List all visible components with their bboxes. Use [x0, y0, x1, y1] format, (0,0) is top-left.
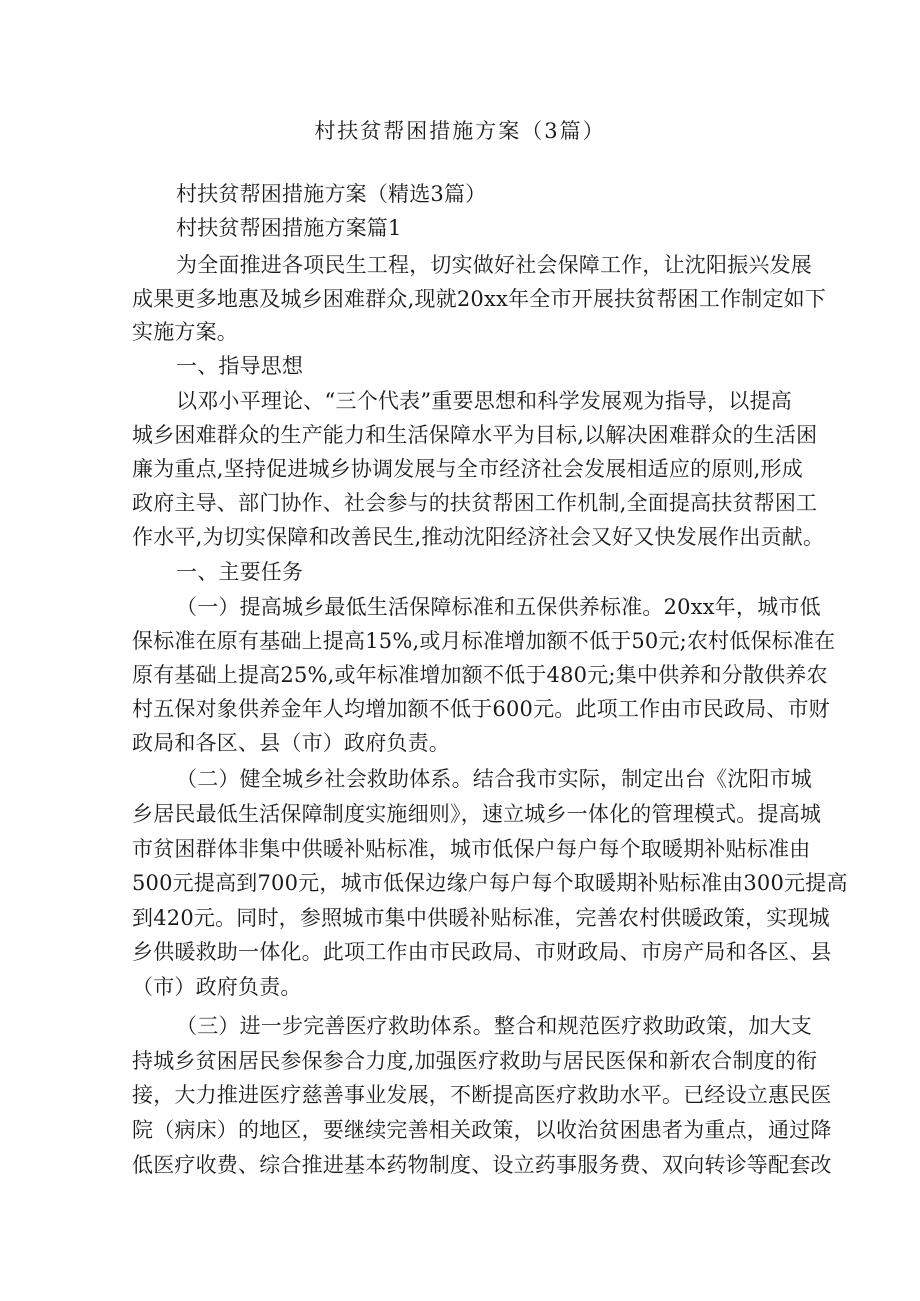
- paragraph-line: 院（病床）的地区，要继续完善相关政策，以收治贫困患者为重点，通过降: [132, 1118, 832, 1142]
- paragraph-line: 城乡困难群众的生产能力和生活保障水平为目标,以解决困难群众的生活困: [132, 423, 818, 447]
- paragraph-line: 保标准在原有基础上提高15%,或月标准增加额不低于50元;农村低保标准在: [132, 629, 836, 653]
- paragraph-line: 原有基础上提高25%,或年标准增加额不低于480元;集中供养和分散供养农: [132, 663, 828, 687]
- paragraph-line: （一）提高城乡最低生活保障标准和五保供养标准。20xx年，城市低: [176, 595, 821, 619]
- paragraph-line: 乡供暖救助一体化。此项工作由市民政局、市财政局、市房产局和各区、县: [132, 940, 832, 964]
- paragraph-line: 以邓小平理论、“三个代表”重要思想和科学发展观为指导，以提高: [176, 389, 792, 413]
- paragraph-line: 持城乡贫困居民参保参合力度,加强医疗救助与居民医保和新农合制度的衔: [132, 1049, 818, 1073]
- paragraph-line: （市）政府负责。: [132, 975, 302, 999]
- subtitle-line: 村扶贫帮困措施方案（精选3篇）: [176, 182, 487, 206]
- paragraph-line: 接，大力推进医疗慈善事业发展，不断提高医疗救助水平。已经设立惠民医: [132, 1083, 832, 1107]
- paragraph-line: 实施方案。: [132, 320, 238, 344]
- paragraph-line: 政府主导、部门协作、社会参与的扶贫帮困工作机制,全面提高扶贫帮困工: [132, 491, 818, 515]
- paragraph-line: 低医疗收费、综合推进基本药物制度、设立药事服务费、双向转诊等配套改: [132, 1153, 832, 1177]
- paragraph-line: 到420元。同时，参照城市集中供暖补贴标准，完善农村供暖政策，实现城: [132, 906, 830, 930]
- paragraph-line: 500元提高到700元，城市低保边缘户每户每个取暖期补贴标准由300元提高: [132, 871, 848, 895]
- document-title: 村扶贫帮困措施方案（3篇）: [314, 119, 606, 143]
- heading-main-tasks: 一、主要任务: [176, 560, 304, 584]
- paragraph-line: 作水平,为切实保障和改善民生,推动沈阳经济社会又好又快发展作出贡献。: [132, 525, 825, 549]
- paragraph-line: 村五保对象供养金年人均增加额不低于600元。此项工作由市民政局、市财: [132, 697, 830, 721]
- paragraph-line: （二）健全城乡社会救助体系。结合我市实际，制定出台《沈阳市城: [176, 767, 812, 791]
- paragraph-line: 为全面推进各项民生工程，切实做好社会保障工作，让沈阳振兴发展: [176, 253, 812, 277]
- paragraph-line: （三）进一步完善医疗救助体系。整合和规范医疗救助政策，加大支: [176, 1014, 812, 1038]
- paragraph-line: 政局和各区、县（市）政府负责。: [132, 731, 450, 755]
- paragraph-line: 市贫困群体非集中供暖补贴标准，城市低保户每户每个取暖期补贴标准由: [132, 837, 811, 861]
- paragraph-line: 成果更多地惠及城乡困难群众,现就20xx年全市开展扶贫帮困工作制定如下: [132, 287, 827, 311]
- paragraph-line: 廉为重点,坚持促进城乡协调发展与全市经济社会发展相适应的原则,形成: [132, 457, 803, 481]
- section-heading: 村扶贫帮困措施方案篇1: [176, 216, 402, 240]
- heading-guiding-thought: 一、指导思想: [176, 354, 304, 378]
- paragraph-line: 乡居民最低生活保障制度实施细则》，速立城乡一体化的管理模式。提高城: [132, 802, 822, 826]
